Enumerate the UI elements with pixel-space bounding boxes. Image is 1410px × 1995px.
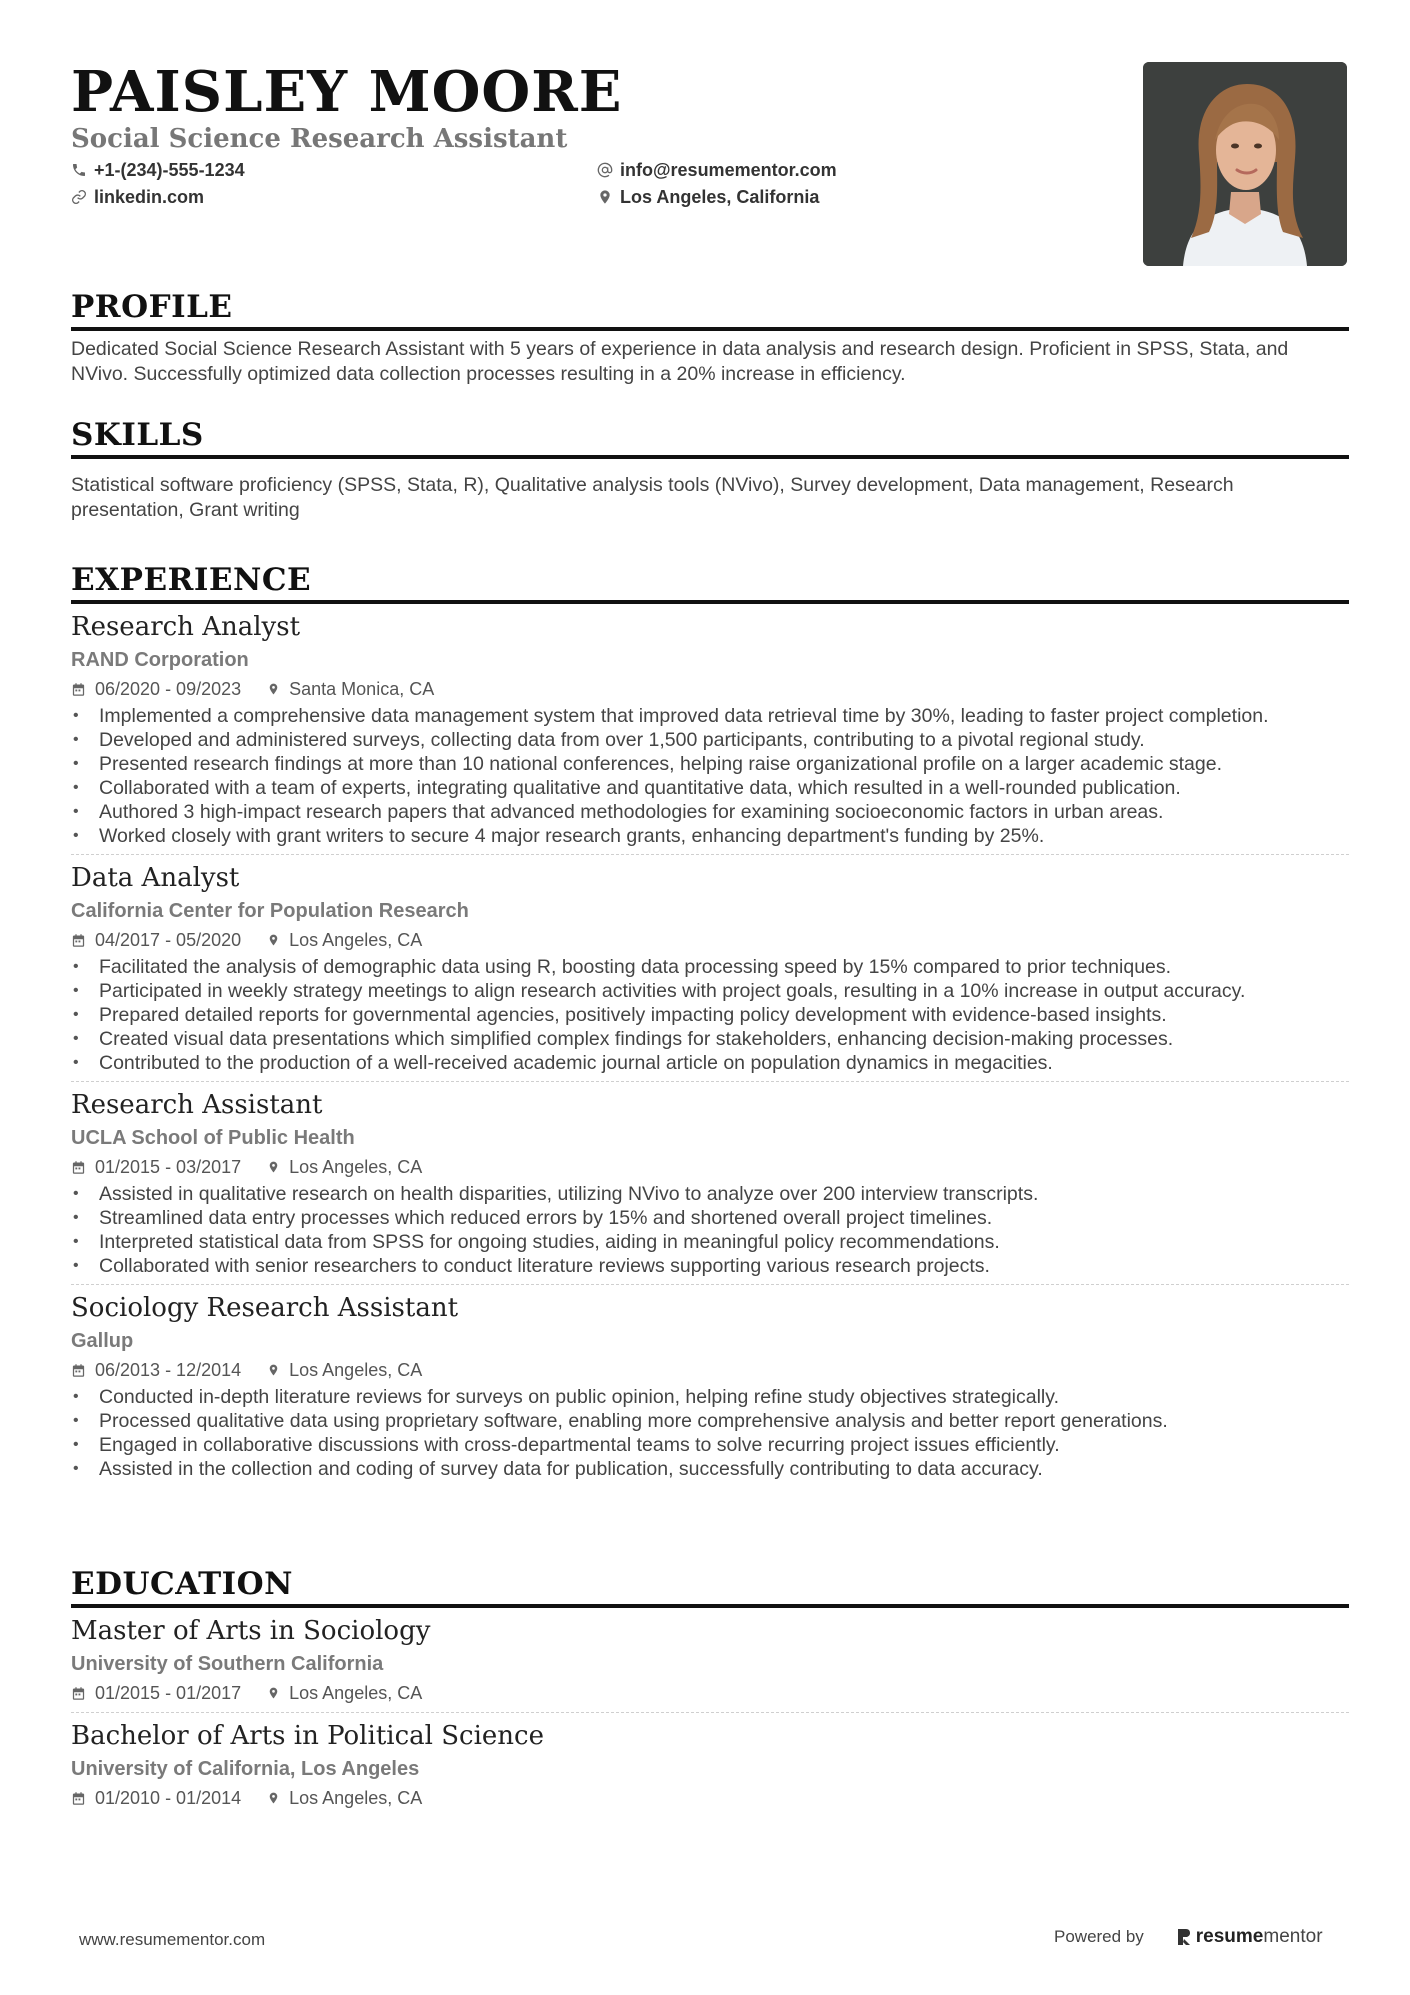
contact-location: [597, 184, 819, 210]
bullet-item: • Assisted in qualitative research on health disparities, utilizing NVivo to analyze over 200 interview transcripts.: [71, 1182, 1349, 1206]
education-dates: 01/2010 - 01/2014: [95, 1788, 242, 1808]
bullet-item: • Collaborated with senior researchers to conduct literature reviews supporting various research projects.: [71, 1254, 1349, 1278]
education-entry: [71, 1713, 1349, 1811]
job-location: Santa Monica, CA: [289, 679, 435, 699]
calendar-icon: [71, 1791, 86, 1806]
phone-value: +1-(234)-555-1234: [94, 160, 245, 180]
candidate-title: Social Science Research Assistant: [71, 124, 568, 154]
bullet-item: • Authored 3 high-impact research papers that advanced methodologies for examining socioeconomic factors in urban areas.: [71, 800, 1349, 824]
education-section: [71, 1564, 1349, 1811]
job-role: Research Assistant: [71, 1090, 323, 1120]
footer-branding: [1054, 1926, 1323, 1948]
experience-section: [71, 560, 1349, 1487]
skills-section: [71, 415, 1349, 523]
education-meta: [71, 1785, 1349, 1811]
linkedin-value: linkedin.com: [94, 187, 205, 207]
calendar-icon: [71, 1686, 86, 1701]
candidate-name: PAISLEY MOORE: [71, 59, 623, 125]
skills-text: Statistical software proficiency (SPSS, Stata, R), Qualitative analysis tools (NVivo), Survey development, Data management, Research presentation, Grant writing: [71, 474, 1234, 521]
job-location-group: [267, 1154, 422, 1180]
contact-email[interactable]: [597, 157, 837, 183]
calendar-icon: [71, 1160, 86, 1175]
portrait-illustration: [1143, 62, 1347, 266]
bullet-item: • Interpreted statistical data from SPSS for ongoing studies, aiding in meaningful policy recommendations.: [71, 1230, 1349, 1254]
job-entry: [71, 1082, 1349, 1285]
location-value: Los Angeles, California: [620, 187, 820, 207]
contact-linkedin[interactable]: [71, 184, 204, 210]
job-bullets: [71, 955, 1349, 1075]
bullet-item: • Engaged in collaborative discussions with cross-departmental teams to solve recurring project issues efficiently.: [71, 1433, 1349, 1457]
education-meta: [71, 1680, 1349, 1706]
job-entry: [71, 604, 1349, 855]
profile-photo: [1143, 62, 1347, 266]
bullet-item: • Created visual data presentations which simplified complex findings for stakeholders, enhancing decision-making processes.: [71, 1027, 1349, 1051]
education-dates: 01/2015 - 01/2017: [95, 1683, 242, 1703]
at-sign-icon: [597, 162, 613, 178]
contact-phone: [71, 157, 245, 183]
job-company: UCLA School of Public Health: [71, 1127, 355, 1149]
job-meta: [71, 1357, 1349, 1383]
job-role: Research Analyst: [71, 612, 301, 642]
location-pin-icon: [267, 932, 280, 948]
job-location: Los Angeles, CA: [289, 930, 423, 950]
bullet-item: • Streamlined data entry processes which reduced errors by 15% and shortened overall project timelines.: [71, 1206, 1349, 1230]
bullet-item: • Assisted in the collection and coding of survey data for publication, successfully contributing to data accuracy.: [71, 1457, 1349, 1481]
bullet-item: • Presented research findings at more than 10 national conferences, helping raise organizational profile on a larger academic stage.: [71, 752, 1349, 776]
job-role: Sociology Research Assistant: [71, 1293, 459, 1323]
profile-section: [71, 287, 1349, 387]
education-location-group: [267, 1680, 422, 1706]
resume-header: [71, 0, 1349, 290]
education-location-group: [267, 1785, 422, 1811]
education-degree: Master of Arts in Sociology: [71, 1616, 431, 1646]
job-dates: 01/2015 - 03/2017: [95, 1157, 242, 1177]
bullet-item: • Processed qualitative data using proprietary software, enabling more comprehensive analysis and better report generations.: [71, 1409, 1349, 1433]
resumementor-logo-icon: [1176, 1927, 1192, 1947]
phone-icon: [71, 162, 87, 178]
education-heading: EDUCATION: [71, 1564, 1349, 1608]
profile-heading: PROFILE: [71, 287, 1349, 331]
bullet-item: • Prepared detailed reports for governmental agencies, positively impacting policy development with evidence-based insights.: [71, 1003, 1349, 1027]
location-pin-icon: [597, 189, 613, 205]
location-pin-icon: [267, 1159, 280, 1175]
job-role: Data Analyst: [71, 863, 240, 893]
education-school: University of Southern California: [71, 1653, 384, 1675]
location-pin-icon: [267, 1362, 280, 1378]
education-school: University of California, Los Angeles: [71, 1758, 420, 1780]
calendar-icon: [71, 682, 86, 697]
job-entry: [71, 1285, 1349, 1481]
footer-website[interactable]: www.resumementor.com: [79, 1930, 266, 1949]
job-company: California Center for Population Research: [71, 900, 469, 922]
job-dates: 06/2020 - 09/2023: [95, 679, 242, 699]
job-meta: [71, 676, 1349, 702]
job-dates: 04/2017 - 05/2020: [95, 930, 242, 950]
education-location: Los Angeles, CA: [289, 1788, 423, 1808]
job-company: RAND Corporation: [71, 649, 249, 671]
job-bullets: [71, 1182, 1349, 1278]
education-location: Los Angeles, CA: [289, 1683, 423, 1703]
bullet-item: • Worked closely with grant writers to secure 4 major research grants, enhancing department's funding by 25%.: [71, 824, 1349, 848]
brand-bold: resume: [1195, 1926, 1264, 1947]
email-value: info@resumementor.com: [620, 160, 837, 180]
education-degree: Bachelor of Arts in Political Science: [71, 1721, 544, 1751]
location-pin-icon: [267, 681, 280, 697]
job-location-group: [267, 1357, 422, 1383]
job-company: Gallup: [71, 1330, 134, 1352]
job-location-group: [267, 927, 422, 953]
bullet-item: • Facilitated the analysis of demographic data using R, boosting data processing speed by 15% compared to prior techniques.: [71, 955, 1349, 979]
calendar-icon: [71, 933, 86, 948]
brand-logo[interactable]: [1176, 1926, 1323, 1948]
skills-heading: SKILLS: [71, 415, 1349, 459]
job-entry: [71, 855, 1349, 1082]
job-meta: [71, 1154, 1349, 1180]
job-location: Los Angeles, CA: [289, 1157, 423, 1177]
bullet-item: • Conducted in-depth literature reviews for surveys on public opinion, helping refine study objectives strategically.: [71, 1385, 1349, 1409]
job-bullets: [71, 1385, 1349, 1481]
powered-by-label: Powered by: [1054, 1927, 1144, 1946]
job-dates: 06/2013 - 12/2014: [95, 1360, 242, 1380]
calendar-icon: [71, 1363, 86, 1378]
bullet-item: • Participated in weekly strategy meetings to align research activities with project goals, resulting in a 10% increase in output accuracy.: [71, 979, 1349, 1003]
location-pin-icon: [267, 1685, 280, 1701]
experience-heading: EXPERIENCE: [71, 560, 1349, 604]
bullet-item: • Contributed to the production of a well-received academic journal article on population dynamics in megacities.: [71, 1051, 1349, 1075]
profile-text: Dedicated Social Science Research Assistant with 5 years of experience in data analysis and research design. Proficient in SPSS, Stata, and NVivo. Successfully optimized data collection processes resulting in a 20% increase in efficiency.: [71, 338, 1289, 385]
job-meta: [71, 927, 1349, 953]
resume-page: [71, 0, 1349, 1808]
location-pin-icon: [267, 1790, 280, 1806]
bullet-item: • Collaborated with a team of experts, integrating qualitative and quantitative data, which resulted in a well-rounded publication.: [71, 776, 1349, 800]
job-location-group: [267, 676, 434, 702]
brand-light: mentor: [1263, 1926, 1323, 1947]
job-bullets: [71, 704, 1349, 848]
job-location: Los Angeles, CA: [289, 1360, 423, 1380]
bullet-item: • Implemented a comprehensive data management system that improved data retrieval time by 30%, leading to faster project completion.: [71, 704, 1349, 728]
link-icon: [71, 189, 87, 205]
education-entry: [71, 1608, 1349, 1713]
bullet-item: • Developed and administered surveys, collecting data from over 1,500 participants, contributing to a pivotal regional study.: [71, 728, 1349, 752]
